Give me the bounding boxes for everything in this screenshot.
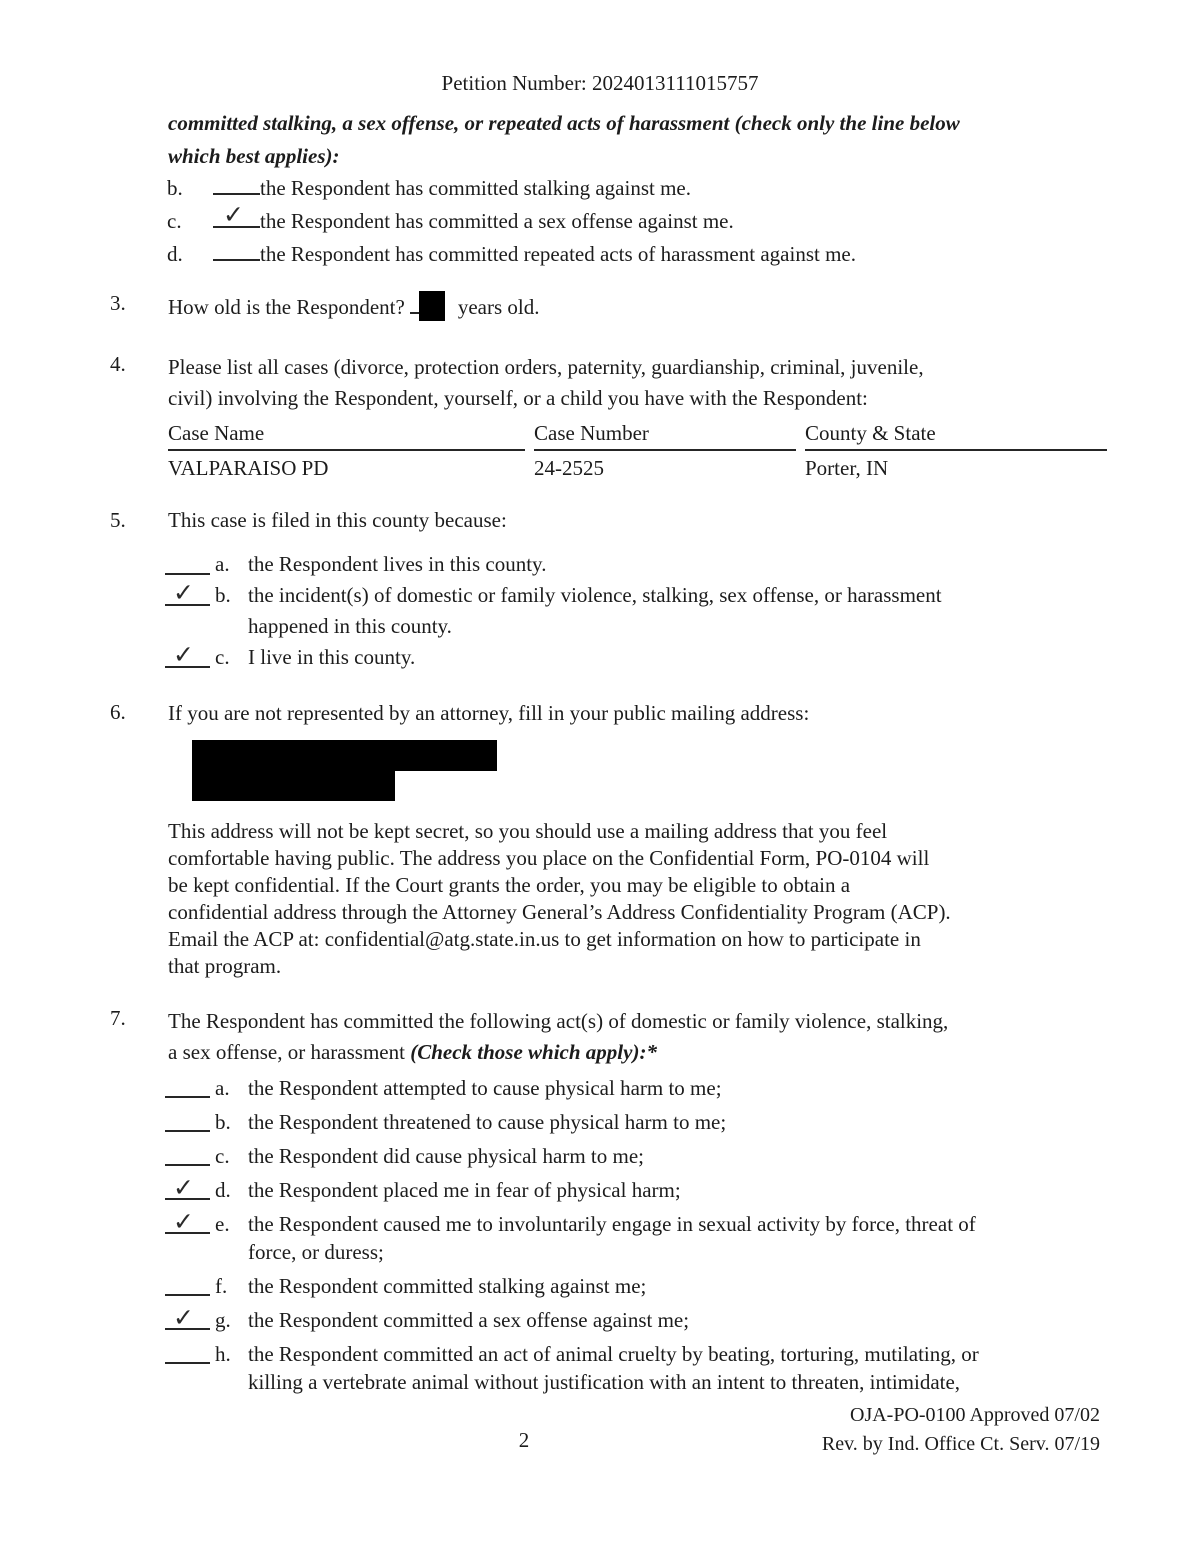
question-4	[110, 352, 1110, 481]
option-letter: c.	[167, 209, 182, 233]
option-text: the Respondent has committed stalking against me.	[260, 176, 692, 200]
option-text: the incident(s) of domestic or family violence, stalking, sex offense, or harassment happened in this county.	[248, 583, 942, 638]
option-row-b	[165, 580, 1120, 642]
option-row-e	[165, 1207, 1120, 1266]
option-letter: a.	[215, 552, 230, 576]
question-3	[110, 291, 539, 321]
question-6	[110, 700, 1110, 980]
option-text: the Respondent caused me to involuntarily engage in sexual activity by force, threat of force, or duress;	[248, 1212, 976, 1264]
option-row-d	[167, 238, 856, 271]
option-row-c	[165, 1142, 1120, 1170]
checkmark-icon: ✓	[173, 578, 194, 607]
address-confidentiality-note: This address will not be kept secret, so you should use a mailing address that you feel comfortable having public. The address you place on the Confidential Form, PO-0104 will be kept confidential. If the Court grants the order, you may be eligible to obtain a confidential address through the Attorney General’s Address Confidentiality Program (ACP). Email the ACP at: confidential@atg.state.in.us to get information on how to participate in that program.	[168, 819, 951, 978]
answer-line	[410, 298, 419, 314]
option-letter: f.	[215, 1274, 228, 1298]
option-text: the Respondent committed a sex offense against me;	[248, 1308, 690, 1332]
question-text: This case is filed in this county because:	[168, 508, 507, 532]
checkbox-line[interactable]	[165, 642, 210, 668]
checkbox-line[interactable]	[213, 200, 260, 229]
option-text: the Respondent has committed repeated acts of harassment against me.	[260, 242, 856, 266]
option-text: the Respondent committed stalking against me;	[248, 1274, 647, 1298]
option-row-c	[167, 200, 856, 238]
option-letter: c.	[215, 645, 230, 669]
checkmark-icon: ✓	[173, 1207, 194, 1236]
option-row-a	[165, 549, 1120, 580]
option-text: the Respondent committed an act of animal cruelty by beating, torturing, mutilating, or killing a vertebrate animal without justification with an intent to threaten, intimidate,	[248, 1342, 979, 1394]
option-text: the Respondent placed me in fear of physical harm;	[248, 1178, 681, 1202]
checkbox-line[interactable]	[213, 177, 260, 195]
intro-line: committed stalking, a sex offense, or repeated acts of harassment (check only the line below	[168, 111, 960, 135]
option-row-b	[165, 1108, 1120, 1136]
option-row-b	[167, 172, 856, 205]
question-7	[110, 1006, 1120, 1402]
question-text: If you are not represented by an attorney, fill in your public mailing address:	[168, 701, 810, 725]
option-text: the Respondent lives in this county.	[248, 552, 547, 576]
column-header-case-number: Case Number	[534, 420, 796, 451]
option-text: the Respondent has committed a sex offense against me.	[260, 209, 734, 233]
checkbox-line[interactable]	[165, 1108, 210, 1132]
checkmark-icon: ✓	[173, 1173, 194, 1202]
redaction-box-age	[419, 291, 445, 321]
option-text: the Respondent threatened to cause physical harm to me;	[248, 1110, 727, 1134]
option-letter: b.	[167, 176, 183, 200]
page-number: 2	[518, 1428, 530, 1452]
cell-case-name: VALPARAISO PD	[168, 456, 329, 480]
option-text: the Respondent did cause physical harm to me;	[248, 1144, 644, 1168]
column-header-case-name: Case Name	[168, 420, 525, 451]
option-text: I live in this county.	[248, 645, 416, 669]
redaction-box	[192, 771, 395, 801]
checkmark-icon: ✓	[173, 1303, 194, 1332]
question-5	[110, 508, 1120, 673]
checkbox-line[interactable]	[213, 243, 260, 261]
option-row-g	[165, 1303, 1120, 1334]
question-number: 5.	[110, 508, 126, 532]
checkbox-line[interactable]	[165, 1074, 210, 1098]
redaction-box	[192, 740, 497, 771]
filing-reason-options	[165, 549, 1120, 673]
option-letter: b.	[215, 1110, 231, 1134]
cell-case-number: 24-2525	[534, 456, 604, 480]
checkbox-line[interactable]	[165, 1207, 210, 1236]
question-number: 6.	[110, 700, 126, 724]
question-text: How old is the Respondent? years old.	[168, 291, 539, 321]
intro-continuation-text	[168, 107, 1128, 173]
checkmark-icon: ✓	[173, 640, 194, 669]
option-row-c	[165, 642, 1120, 673]
option-letter: e.	[215, 1212, 230, 1236]
cases-table	[168, 420, 1110, 481]
question-text: The Respondent has committed the following act(s) of domestic or family violence, stalking, a sex offense, or harassment (Check those which apply):*	[168, 1009, 949, 1064]
check-those-which-apply: (Check those which apply):*	[410, 1040, 657, 1064]
committed-acts-options	[165, 1074, 1120, 1396]
checkbox-line[interactable]	[165, 1142, 210, 1166]
option-letter: d.	[215, 1178, 231, 1202]
option-letter: h.	[215, 1342, 231, 1366]
checkbox-line[interactable]	[165, 1340, 210, 1364]
option-letter: b.	[215, 583, 231, 607]
option-row-a	[165, 1074, 1120, 1102]
cell-county-state: Porter, IN	[805, 456, 889, 480]
petition-number: Petition Number: 2024013111015757	[441, 71, 759, 95]
option-row-h	[165, 1340, 1120, 1396]
checkbox-line[interactable]	[165, 1303, 210, 1332]
intro-line: which best applies):	[168, 144, 340, 168]
form-reference: OJA-PO-0100 Approved 07/02 Rev. by Ind. Office Ct. Serv. 07/19	[821, 1404, 1100, 1455]
option-letter: c.	[215, 1144, 230, 1168]
option-row-d	[165, 1173, 1120, 1204]
question-number: 7.	[110, 1006, 126, 1030]
option-letter: g.	[215, 1308, 231, 1332]
option-letter: d.	[167, 242, 183, 266]
question-text: Please list all cases (divorce, protection orders, paternity, guardianship, criminal, juvenile, civil) involving the Respondent, yourself, or a child you have with the Respondent:	[168, 355, 924, 410]
option-letter: a.	[215, 1076, 230, 1100]
checkbox-line[interactable]	[165, 580, 210, 606]
option-text: the Respondent attempted to cause physical harm to me;	[248, 1076, 722, 1100]
checkbox-line[interactable]	[165, 1173, 210, 1202]
checkmark-icon: ✓	[223, 200, 244, 229]
checkbox-line[interactable]	[165, 549, 210, 575]
question-number: 3.	[110, 291, 126, 315]
column-header-county-state: County & State	[805, 420, 1107, 451]
checkbox-line[interactable]	[165, 1272, 210, 1296]
redaction-box-address	[192, 740, 1110, 801]
best-applies-options	[167, 172, 856, 271]
question-number: 4.	[110, 352, 126, 376]
option-row-f	[165, 1272, 1120, 1300]
